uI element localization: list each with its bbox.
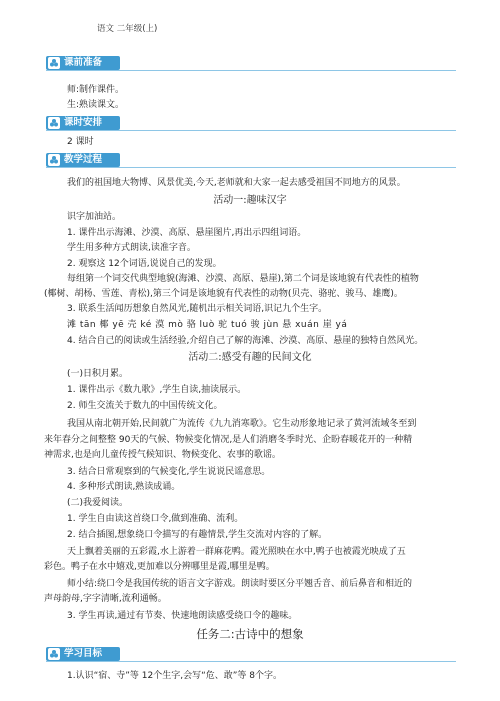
section-title: 学习目标 bbox=[64, 648, 103, 659]
section-badge-goals bbox=[46, 647, 120, 661]
task2-title: 任务二:古诗中的想象 bbox=[196, 627, 304, 641]
activity2-line: 4. 多种形式朗读,熟读成诵。 bbox=[67, 482, 181, 492]
activity2-line: 师小结:绕口令是我国传统的语言文字游戏。朗读时要区分平翘舌音、前后鼻音和相近的 bbox=[67, 579, 413, 589]
section-title: 课前准备 bbox=[64, 57, 103, 68]
section-badge-schedule bbox=[46, 116, 120, 130]
activity2-line: 2. 结合插图,想象绕口令描写的有趣情景,学生交流对内容的了解。 bbox=[67, 530, 328, 540]
flower-icon bbox=[48, 154, 60, 166]
section-title: 课时安排 bbox=[64, 117, 103, 128]
section-rule bbox=[46, 130, 456, 131]
activity1-line: 1. 课件出示海滩、沙漠、高原、悬崖图片,再出示四组词语。 bbox=[67, 228, 307, 238]
activity2-line: 来年春分之间整整 90天的气候、物候变化情况,是人们消磨冬季时光、企盼春暖花开的一种精 bbox=[44, 435, 413, 445]
activity1-line: 3. 联系生活闻历想象自然风光,随机出示相关词语,识记九个生字。 bbox=[67, 304, 328, 314]
section-rule bbox=[46, 167, 456, 168]
section-rule bbox=[46, 661, 456, 662]
activity2-title: 活动二:感受有趣的民间文化 bbox=[188, 352, 312, 363]
intro-paragraph: 我们的祖国地大物博、风景优美,今天,老师就和大家一起去感受祖国不同地方的风景。 bbox=[67, 178, 406, 188]
activity2-line: (二)我爱阅读。 bbox=[67, 498, 129, 508]
activity1-line: 2. 观察这 12个词语,说说自己的发现。 bbox=[67, 259, 222, 269]
flower-icon bbox=[48, 117, 60, 129]
activity2-line: 我国从南北朝开始,民间就广为流传《九九消寒歌》。它生动形象地记录了黄河流域冬至到 bbox=[67, 419, 417, 429]
activity2-line: 天上飘着美丽的五彩霞,水上游着一群麻花鸭。霞光照映在水中,鸭子也被霞光映成了五 bbox=[67, 547, 406, 557]
activity2-line: 3. 结合日常观察到的气候变化,学生说说民谣意思。 bbox=[67, 467, 271, 477]
section-rule bbox=[46, 70, 456, 71]
activity2-line: 2. 师生交流关于数九的中国传统文化。 bbox=[67, 401, 223, 411]
activity1-line: 学生用多种方式朗读,读准字音。 bbox=[67, 243, 196, 253]
activity2-line: (一)日积月累。 bbox=[67, 369, 129, 379]
prep-line: 师:制作课件。 bbox=[67, 85, 125, 95]
section-badge-prep bbox=[46, 56, 120, 70]
section-title: 教学过程 bbox=[64, 154, 103, 165]
activity2-line: 彩色。鸭子在水中嬉戏,更加难以分辨哪里是霞,哪里是鸭。 bbox=[44, 562, 275, 572]
flower-icon bbox=[48, 648, 60, 660]
prep-line: 生:熟读课文。 bbox=[67, 100, 125, 110]
pinyin-line: 滩 tān 椰 yē 壳 ké 漠 mò 骆 luò 驼 tuó 骏 jùn 悬 xuán 崖 yá bbox=[67, 320, 348, 330]
goal-line: 1.认识“宿、寺”等 12个生字,会写“危、敢”等 8个字。 bbox=[67, 671, 282, 681]
activity2-line: 声母韵母,字字清晰,流利通畅。 bbox=[44, 594, 167, 604]
activity1-line: 每组第一个词交代典型地貌(海滩、沙漠、高原、悬崖),第二个词是该地貌有代表性的植物 bbox=[67, 274, 419, 284]
activity2-line: 3. 学生再读,通过有节奏、快速地朗读感受绕口令的趣味。 bbox=[67, 611, 298, 621]
schedule-text: 2 课时 bbox=[67, 137, 94, 147]
activity2-line: 1. 学生自由读这首绕口令,做到准确、流利。 bbox=[67, 514, 244, 524]
section-badge-process bbox=[46, 153, 120, 167]
activity1-line: 4. 结合自己的阅读或生活经验,介绍自己了解的海滩、沙漠、高原、悬崖的独特自然风光。 bbox=[67, 336, 424, 346]
page-header: 语文 二年级(上) bbox=[97, 24, 158, 34]
activity2-line: 神需求,也是向儿童传授气候知识、物候变化、农事的歌谣。 bbox=[44, 450, 281, 460]
activity1-line: 识字加油站。 bbox=[67, 212, 122, 222]
activity2-line: 1. 课件出示《数九歌》,学生自读,抽读展示。 bbox=[67, 385, 247, 395]
activity1-line: (椰树、胡杨、雪莲、青松),第三个词是该地貌有代表性的动物(贝壳、骆驼、骏马、雄鹰)。 bbox=[44, 289, 403, 299]
flower-icon bbox=[48, 57, 60, 69]
activity1-title: 活动一:趣味汉字 bbox=[213, 195, 287, 206]
